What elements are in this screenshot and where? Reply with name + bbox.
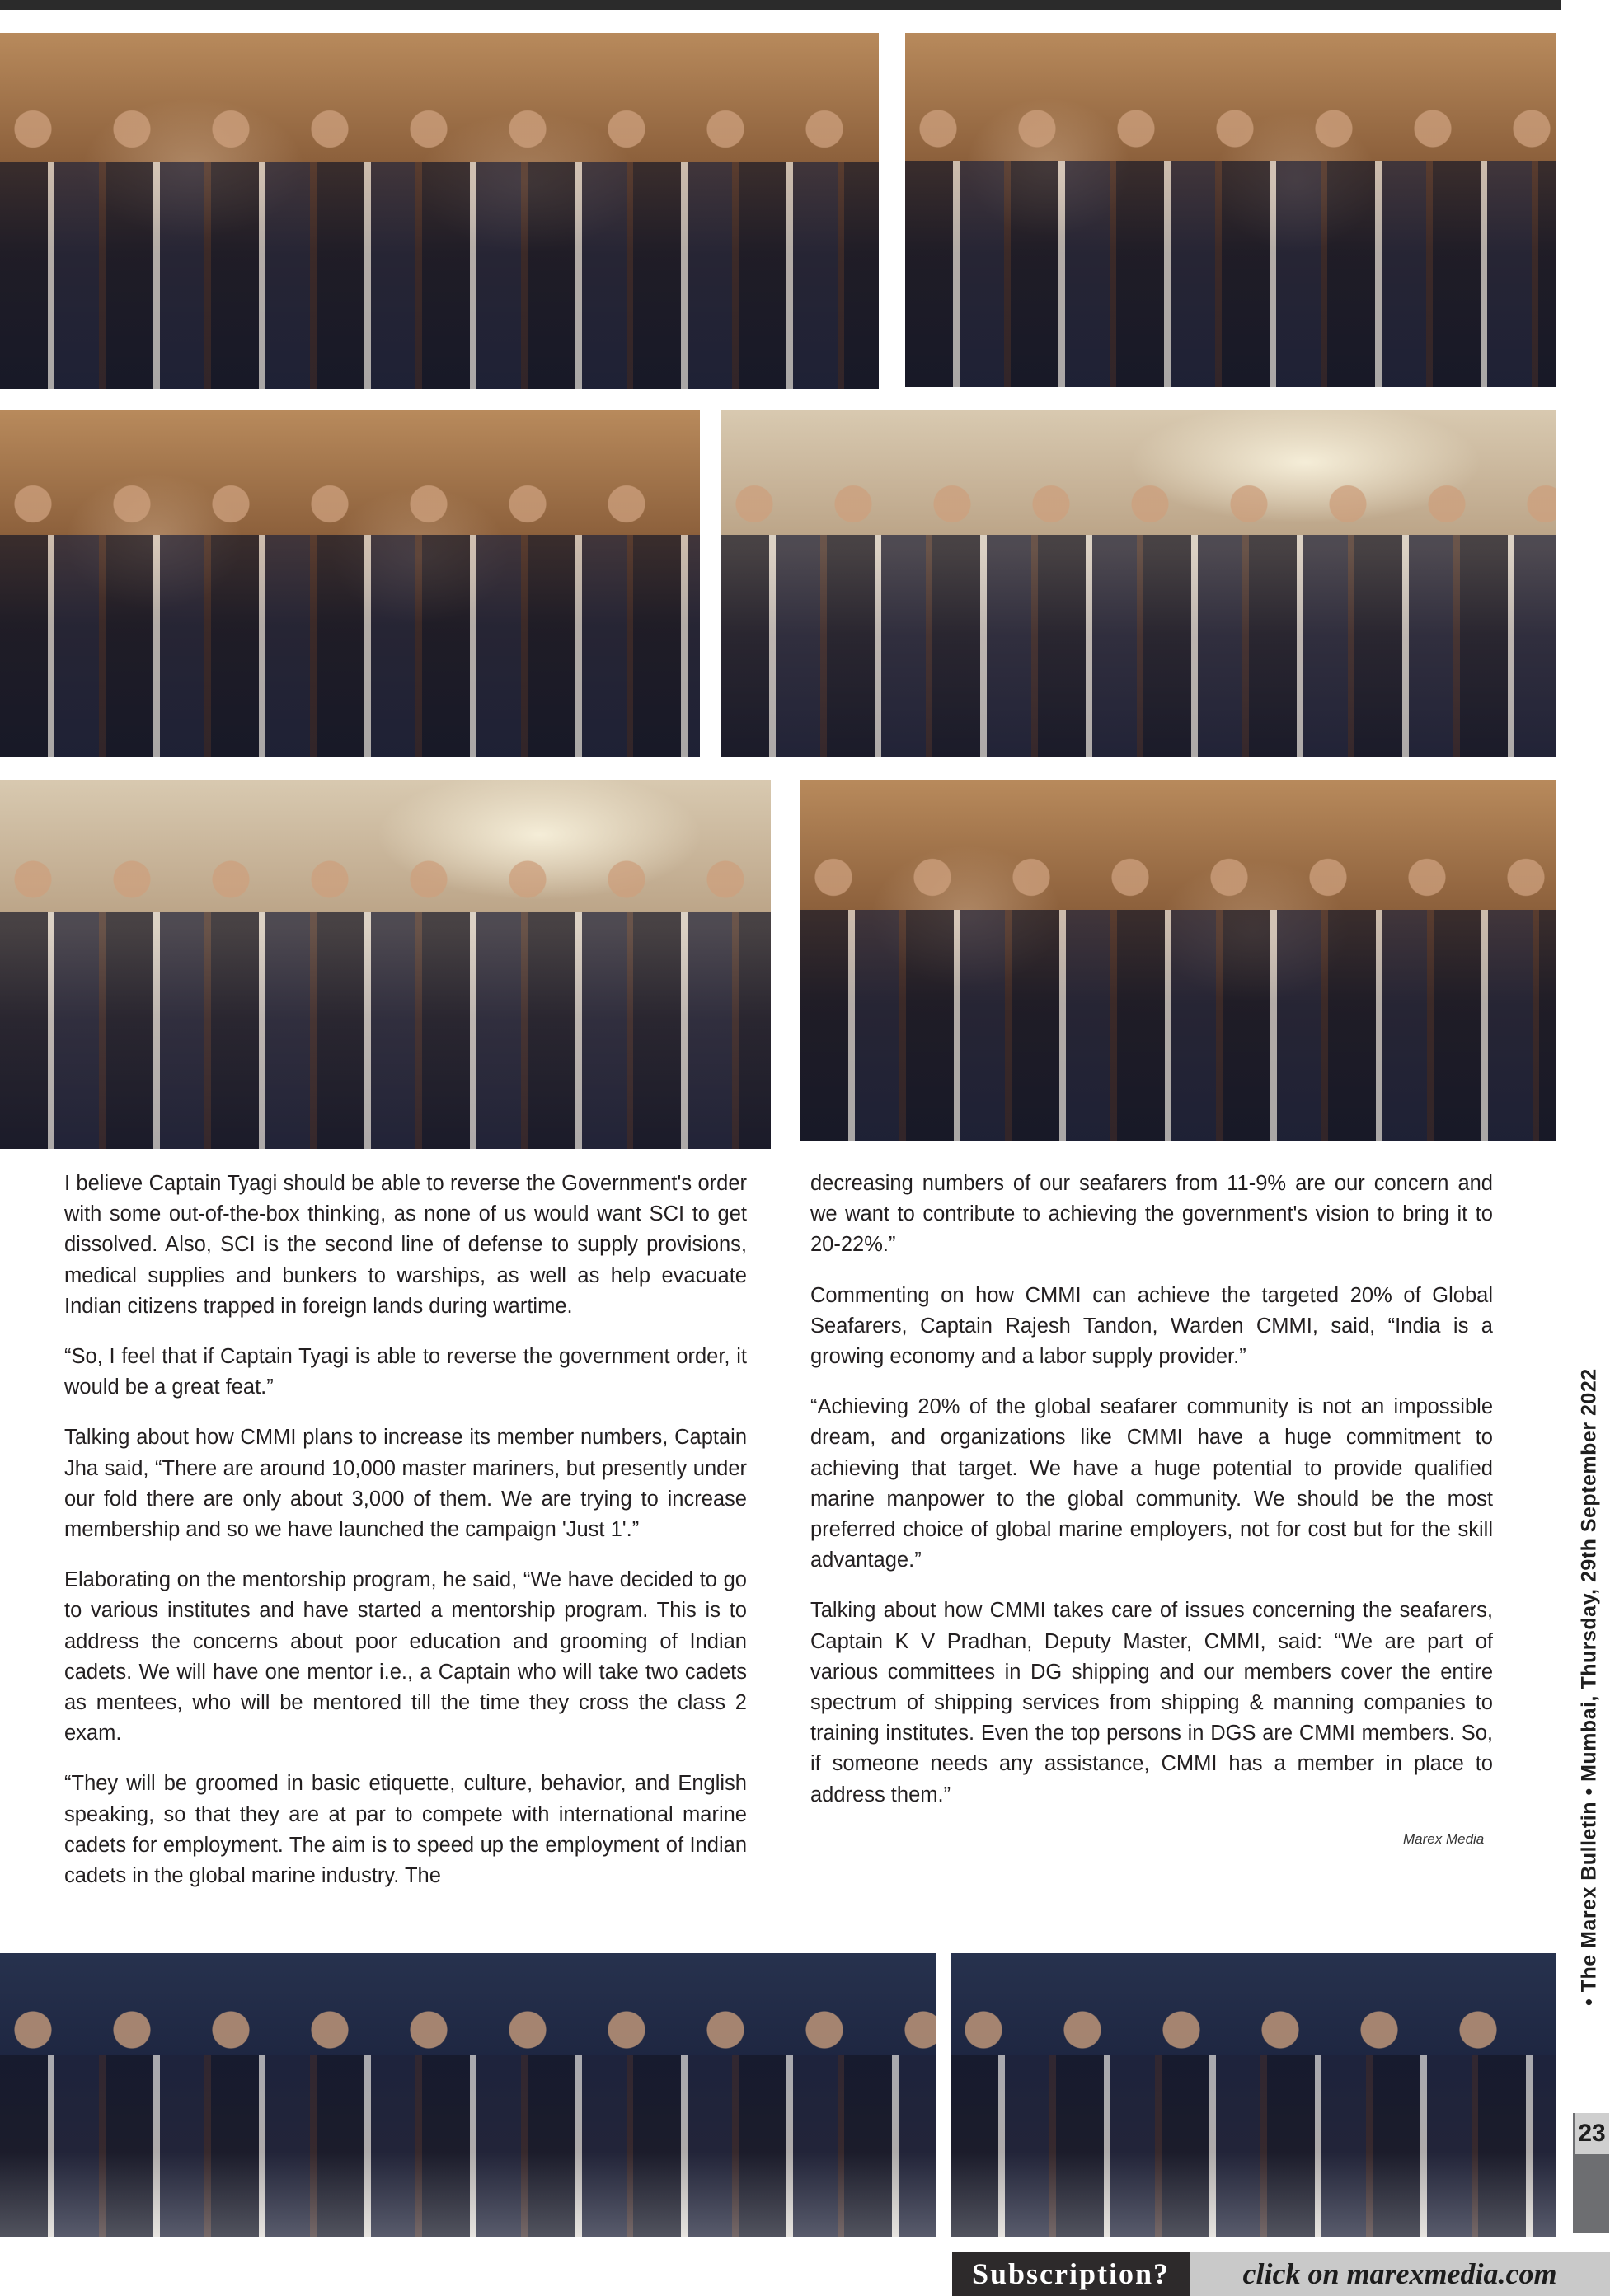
paragraph: I believe Captain Tyagi should be able to reverse the Government's order with some out-of-the-box thinking, as none of us would want SCI to get dissolved. Also, SCI is the second line of defense to supply provisions, medical supplies and bunkers to warships, as well as help evacuate Indian citizens trapped in foreign lands during wartime.: [64, 1172, 747, 1318]
running-head: • The Marex Bulletin • Mumbai, Thursday, 29th September 2022: [1577, 1368, 1601, 2007]
paragraph: Talking about how CMMI plans to increase its member numbers, Captain Jha said, “There are around 10,000 master mariners, but presently under our fold there are only about 3,000 of them. We are trying to increase membership and so we have launched the campaign 'Just 1'.”: [64, 1426, 747, 1542]
paragraph: Commenting on how CMMI can achieve the targeted 20% of Global Seafarers, Captain Rajesh Tandon, Warden CMMI, said, “India is a growing economy and a labor supply provider.”: [810, 1283, 1493, 1369]
paragraph: “They will be groomed in basic etiquette, culture, behavior, and English speaking, so that they are at par to compete with international marine cadets for employment. The aim is to speed up the employment of Indian cadets in the global marine industry. The: [64, 1772, 747, 1888]
paragraph: decreasing numbers of our seafarers from 11-9% are our concern and we want to contribute to achieving the government's vision to bring it to 20-22%.”: [810, 1172, 1493, 1257]
page-number: 23: [1575, 2113, 1609, 2154]
photo-group-twelve-men: [721, 410, 1556, 757]
marexmedia-link[interactable]: click on marexmedia.com: [1190, 2252, 1610, 2296]
photo-group-lobby-five: [0, 33, 879, 389]
top-rule: [0, 0, 1561, 10]
article-right-column: [810, 1169, 1493, 1830]
photo-group-seven-men: [800, 780, 1556, 1141]
paragraph: Talking about how CMMI takes care of issues concerning the seafarers, Captain K V Pradhan, Deputy Master, CMMI, said: “We are part of various committees in DG shipping and our members cover the entire spectrum of shipping services from shipping & manning companies to training institutes. Even the top persons in DGS are CMMI members. So, if someone needs any assistance, CMMI has a member in place to address them.”: [810, 1599, 1493, 1806]
article-left-column: [64, 1169, 747, 1911]
page-number-tab: [1573, 2113, 1609, 2233]
photo-group-six-men-wood-wall: [0, 410, 700, 757]
photo-group-six-men-drinks: [0, 780, 771, 1149]
subscription-button[interactable]: Subscription?: [952, 2252, 1190, 2296]
paragraph: Elaborating on the mentorship program, he said, “We have decided to go to various institutes and have started a mentorship program. This is to address the concerns about poor education and grooming of Indian cadets. We will have one mentor i.e., a Captain who will take two cadets as mentees, who will be mentored till the time they cross the class 2 exam.: [64, 1568, 747, 1745]
photo-bouquet-presentation: [951, 1953, 1556, 2237]
paragraph: “Achieving 20% of the global seafarer community is not an impossible dream, and organizations like CMMI have a huge commitment to achieving that target. We have a huge potential to provide qualified marine manpower to the global community. We should be the most preferred choice of global marine employers, not for cost but for the skill advantage.”: [810, 1395, 1493, 1572]
photo-credit: Marex Media: [1403, 1831, 1485, 1847]
photo-large-group-stage: [0, 1953, 936, 2237]
photo-group-four-men: [905, 33, 1556, 387]
paragraph: “So, I feel that if Captain Tyagi is able to reverse the government order, it would be a great feat.”: [64, 1345, 747, 1399]
